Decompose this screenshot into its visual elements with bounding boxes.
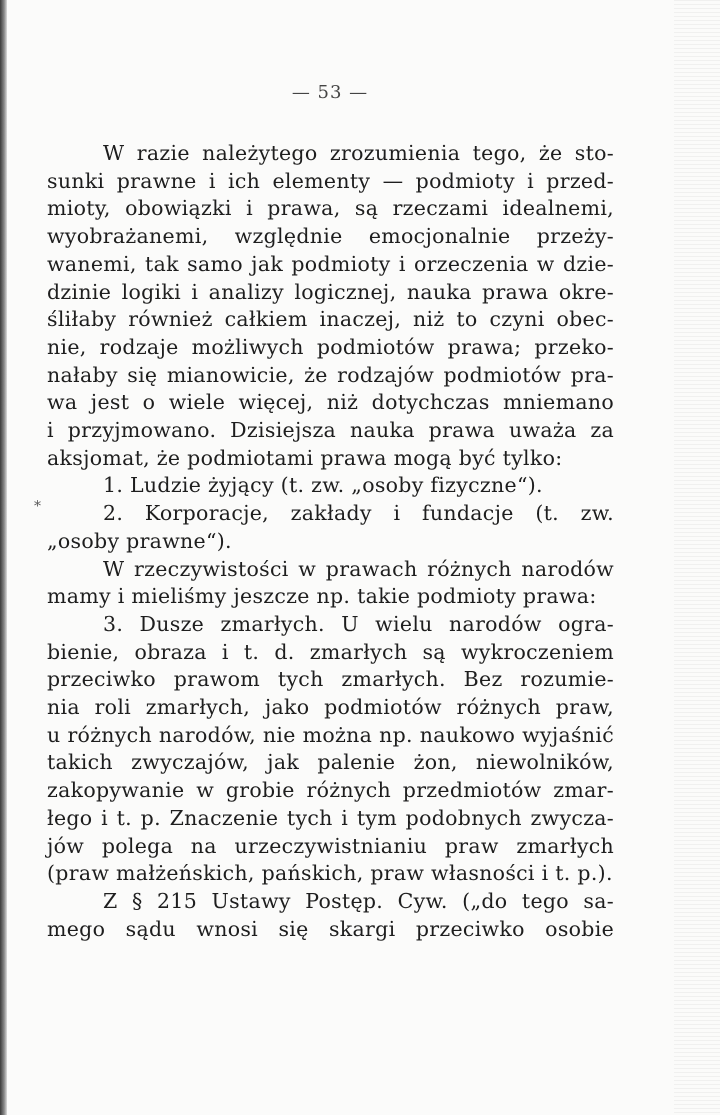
- text-line: przeciwko prawom tych zmarłych. Bez rozumie-: [47, 667, 614, 692]
- text-line: wyobrażanemi, względnie emocjonalnie przeży-: [47, 224, 614, 249]
- text-line: jów polega na urzeczywistnianiu praw zmarłych: [47, 833, 614, 858]
- page-right-edge: [674, 0, 720, 1115]
- text-line: mioty, obowiązki i prawa, są rzeczami idealnemi,: [47, 196, 614, 221]
- list-item-2: 2. Korporacje, zakłady i fundacje (t. zw.: [103, 501, 614, 526]
- margin-mark: ⁎: [34, 494, 41, 510]
- text-line: nie, rodzaje możliwych podmiotów prawa; przeko-: [47, 334, 614, 359]
- text-line: wa jest o wiele więcej, niż dotychczas mniemano: [47, 390, 614, 415]
- list-item-3: 3. Dusze zmarłych. U wielu narodów ogra-: [103, 611, 614, 636]
- text-line: (praw małżeńskich, pańskich, praw własności i t. p.).: [47, 861, 613, 886]
- list-item-1: 1. Ludzie żyjący (t. zw. „osoby fizyczne“).: [103, 473, 543, 498]
- text-line: sunki prawne i ich elementy — podmioty i przed-: [47, 168, 614, 193]
- text-line: mamy i mieliśmy jeszcze np. takie podmioty prawa:: [47, 584, 597, 609]
- text-line: dzinie logiki i analizy logicznej, nauka prawa okre-: [47, 279, 614, 304]
- text-line: aksjomat, że podmiotami prawa mogą być tylko:: [47, 445, 563, 470]
- text-line: W rzeczywistości w prawach różnych narodów: [103, 556, 614, 581]
- text-line: nia roli zmarłych, jako podmiotów różnych praw,: [47, 695, 614, 720]
- text-line: u różnych narodów, nie można np. naukowo wyjaśnić: [47, 722, 614, 747]
- text-line: takich zwyczajów, jak palenie żon, niewolników,: [47, 750, 614, 775]
- text-line: łego i t. p. Znaczenie tych i tym podobnych zwycza-: [47, 805, 614, 830]
- text-line: „osoby prawne“).: [47, 528, 232, 553]
- text-line: śliłaby również całkiem inaczej, niż to czyni obec-: [47, 307, 614, 332]
- text-line: zakopywanie w grobie różnych przedmiotów zmar-: [47, 778, 614, 803]
- text-line: bienie, obraza i t. d. zmarłych są wykroczeniem: [47, 639, 614, 664]
- text-line: W razie należytego zrozumienia tego, że sto-: [103, 141, 614, 165]
- text-line: mego sądu wnosi się skargi przeciwko osobie: [47, 916, 614, 941]
- text-line: i przyjmowano. Dzisiejsza nauka prawa uważa za: [47, 418, 614, 443]
- text-line: wanemi, tak samo jak podmioty i orzeczenia w dzie-: [47, 251, 614, 276]
- page-number: — 53 —: [291, 82, 369, 103]
- body-text: [47, 140, 614, 943]
- text-line: Z § 215 Ustawy Postęp. Cyw. („do tego sa-: [103, 888, 614, 913]
- text-line: nałaby się mianowicie, że rodzajów podmiotów pra-: [47, 362, 614, 387]
- page-binding-edge: [0, 0, 7, 1115]
